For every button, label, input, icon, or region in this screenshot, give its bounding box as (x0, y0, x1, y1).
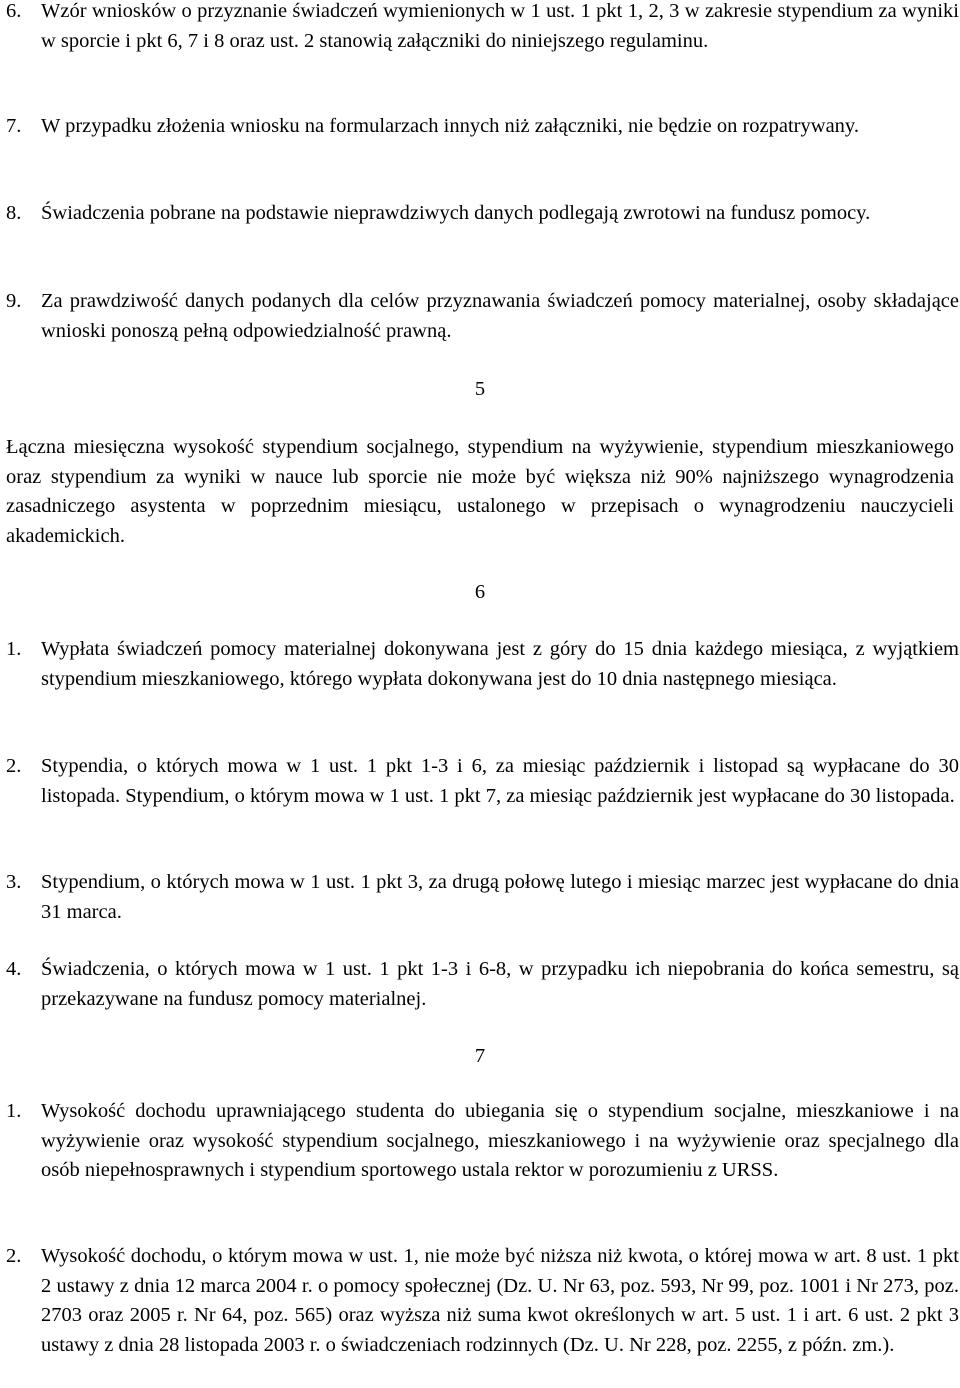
list-item (6, 0, 959, 56)
list-item (6, 287, 959, 346)
item-number: 1. (6, 638, 22, 660)
item-number: 8. (6, 202, 22, 224)
item-text: Stypendium, o których mowa w 1 ust. 1 pkt 3, za drugą połowę lutego i miesiąc marzec jest wypłacane do dnia 31 marca. (41, 871, 959, 923)
item-number: 2. (6, 755, 22, 777)
item-text: Wysokość dochodu, o którym mowa w ust. 1, nie może być niższa niż kwota, o której mowa w art. 8 ust. 1 pkt 2 ustawy z dnia 12 marca 2004 r. o pomocy społecznej (Dz. U. Nr 63, poz. 593, Nr 99, poz. 1001 i Nr 273, poz. 2703 oraz 2005 r. Nr 64, poz. 565) oraz wyższa niż suma kwot określonych w art. 5 ust. 1 i art. 6 ust. 2 pkt 3 ustawy z dnia 28 listopada 2003 r. o świadczeniach rodzinnych (Dz. U. Nr 228, poz. 2255, z późn. zm.). (41, 1245, 959, 1356)
section-heading-text: 7 (474, 1045, 486, 1067)
list-item (6, 955, 959, 1014)
section-heading-text: 6 (474, 581, 486, 603)
item-number: 2. (6, 1245, 22, 1267)
item-text: Świadczenia pobrane na podstawie nieprawdziwych danych podlegają zwrotowi na fundusz pomocy. (41, 202, 871, 224)
list-item (6, 1097, 959, 1186)
item-number: 4. (6, 958, 22, 980)
item-number: 9. (6, 290, 22, 312)
section-5-paragraph: Łączna miesięczna wysokość stypendium socjalnego, stypendium na wyżywienie, stypendium mieszkaniowego oraz stypendium za wyniki w nauce lub sporcie nie może być większa niż 90% najniższego wynagrodzenia zasadniczego asystenta w poprzednim miesiącu, ustalonego w przepisach o wynagrodzeniu nauczycieli akademickich. (6, 436, 954, 547)
item-text: Wzór wniosków o przyznanie świadczeń wymienionych w 1 ust. 1 pkt 1, 2, 3 w zakresie stypendium za wyniki w sporcie i pkt 6, 7 i 8 oraz ust. 2 stanowią załączniki do niniejszego regulaminu. (41, 0, 959, 52)
item-text: Za prawdziwość danych podanych dla celów przyznawania świadczeń pomocy materialnej, osoby składające wnioski ponoszą pełną odpowiedzialność prawną. (41, 290, 959, 342)
section-heading-5 (0, 375, 960, 405)
item-number: 1. (6, 1100, 22, 1122)
item-text: Wypłata świadczeń pomocy materialnej dokonywana jest z góry do 15 dnia każdego miesiąca, z wyjątkiem stypendium mieszkaniowego, którego wypłata dokonywana jest do 10 dnia następnego miesiąca. (41, 638, 959, 690)
section-heading-text: 5 (474, 378, 486, 400)
list-item (6, 752, 959, 811)
section-heading-6 (0, 578, 960, 608)
item-text: Wysokość dochodu uprawniającego studenta do ubiegania się o stypendium socjalne, mieszkaniowe i na wyżywienie oraz wysokość stypendium socjalnego, mieszkaniowego i na wyżywienie oraz specjalnego dla osób niepełnosprawnych i stypendium sportowego ustala rektor w porozumieniu z URSS. (41, 1100, 959, 1181)
list-item (6, 199, 956, 229)
item-text: Świadczenia, o których mowa w 1 ust. 1 pkt 1-3 i 6-8, w przypadku ich niepobrania do końca semestru, są przekazywane na fundusz pomocy materialnej. (41, 958, 959, 1010)
list-item (6, 112, 956, 142)
list-item (6, 868, 959, 927)
list-item (6, 635, 959, 694)
item-text: W przypadku złożenia wniosku na formularzach innych niż załączniki, nie będzie on rozpatrywany. (41, 115, 859, 137)
list-item (6, 1242, 959, 1360)
item-number: 3. (6, 871, 22, 893)
item-number: 7. (6, 115, 22, 137)
item-number: 6. (6, 0, 22, 22)
section-heading-7 (0, 1042, 960, 1072)
item-text: Stypendia, o których mowa w 1 ust. 1 pkt 1-3 i 6, za miesiąc październik i listopad są wypłacane do 30 listopada. Stypendium, o którym mowa w 1 ust. 1 pkt 7, za miesiąc październik jest wypłacane do 30 listopada. (41, 755, 959, 807)
